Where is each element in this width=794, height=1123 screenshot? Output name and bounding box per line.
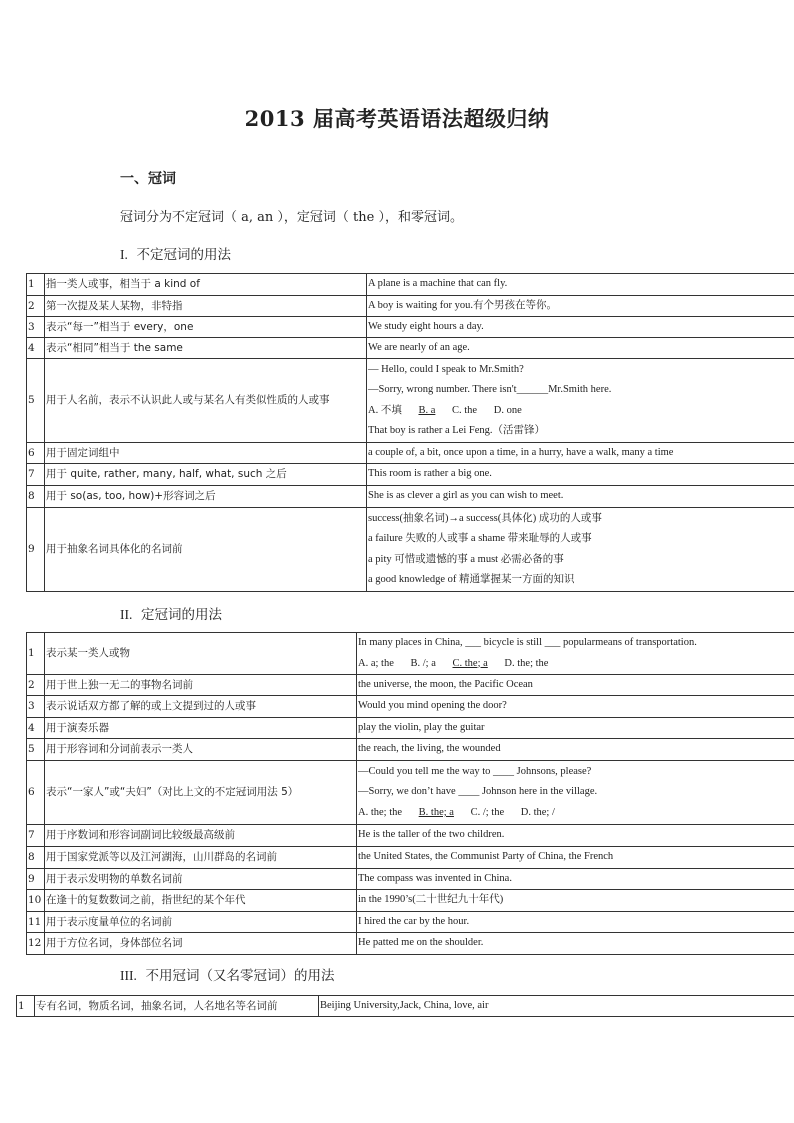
usage-cell: 指一类人或事，相当于 a kind of [45, 274, 367, 296]
row-number: 8 [27, 486, 45, 508]
part2-heading-num: II. [120, 607, 133, 622]
table-row [27, 443, 794, 464]
zero-article-table [16, 995, 794, 1017]
row-number: 9 [27, 869, 45, 890]
row-number: 1 [27, 633, 45, 675]
example-cell: a couple of, a bit, once upon a time, in a hurry, have a walk, many a time [367, 443, 794, 464]
usage-cell: 专有名词，物质名词，抽象名词，人名地名等名词前 [35, 996, 319, 1017]
part1-heading-text: 不定冠词的用法 [136, 247, 231, 263]
example-line: In many places in China, ___ bicycle is still ___ popularmeans of transportation. [358, 637, 697, 648]
table-row [27, 338, 794, 359]
row-number: 2 [27, 296, 45, 317]
table-row [27, 739, 794, 761]
usage-cell: 用于 quite, rather, many, half, what, such 之后 [45, 464, 367, 486]
row-number: 7 [27, 464, 45, 486]
example-line: a failure 失败的人或事 a shame 带来耻辱的人或事 [368, 533, 592, 544]
example-cell: He is the taller of the two children. [357, 825, 794, 847]
usage-cell: 表示“一家人”或“夫妇”（对比上文的不定冠词用法 5） [45, 761, 357, 825]
example-cell: the universe, the moon, the Pacific Ocean [357, 675, 794, 696]
table-row [27, 486, 794, 508]
example-cell: I hired the car by the hour. [357, 912, 794, 933]
example-cell [367, 508, 794, 592]
section-heading-articles: 一、冠词 [120, 171, 176, 187]
table-row [27, 359, 794, 443]
option-c: C. /; the [470, 806, 505, 818]
example-cell: The compass was invented in China. [357, 869, 794, 890]
table-row [27, 317, 794, 338]
usage-cell: 在逢十的复数数词之前，指世纪的某个年代 [45, 890, 357, 912]
example-line: —Sorry, we don’t have ____ Johnson here in the village. [358, 786, 598, 798]
definite-article-table [26, 632, 794, 955]
table-row [27, 508, 794, 592]
usage-cell: 用于序数词和形容词副词比较级最高级前 [45, 825, 357, 847]
example-line: —Sorry, wrong number. There isn't______Mr.Smith here. [368, 384, 612, 395]
part1-heading-num: I. [120, 247, 128, 262]
part1-heading [120, 243, 231, 263]
example-line: a good knowledge of 精通掌握某一方面的知识 [368, 574, 575, 585]
example-cell: the reach, the living, the wounded [357, 739, 794, 761]
example-cell: He patted me on the shoulder. [357, 933, 794, 955]
example-line: success(抽象名词)→a success(具体化) 成功的人或事 [368, 512, 602, 524]
example-line: a pity 可惜或遗憾的事 a must 必需必备的事 [368, 553, 564, 565]
example-cell: the United States, the Communist Party of China, the French [357, 847, 794, 869]
row-number: 4 [27, 338, 45, 359]
example-cell [357, 761, 794, 825]
table-row [27, 869, 794, 890]
table-row [27, 890, 794, 912]
table-row [27, 464, 794, 486]
row-number: 11 [27, 912, 45, 933]
option-c-correct: C. the; a [452, 657, 488, 669]
usage-cell: 表示“相同”相当于 the same [45, 338, 367, 359]
example-cell: We are nearly of an age. [367, 338, 794, 359]
answer-options [358, 803, 793, 824]
usage-cell: 用于 so(as, too, how)+形容词之后 [45, 486, 367, 508]
usage-cell: 用于方位名词，身体部位名词 [45, 933, 357, 955]
example-cell: She is as clever a girl as you can wish to meet. [367, 486, 794, 508]
option-b-correct: B. a [418, 404, 436, 416]
row-number: 3 [27, 696, 45, 718]
articles-intro: 冠词分为不定冠词（ a, an ），定冠词（ the ），和零冠词。 [120, 210, 463, 225]
option-a: A. a; the [358, 657, 394, 669]
usage-cell: 用于固定词组中 [45, 443, 367, 464]
table-row [27, 696, 794, 718]
row-number: 10 [27, 890, 45, 912]
usage-cell: 用于形容词和分词前表示一类人 [45, 739, 357, 761]
table-row [27, 675, 794, 696]
row-number: 2 [27, 675, 45, 696]
table-row [27, 633, 794, 675]
part3-heading-text: 不用冠词（又名零冠词）的用法 [145, 968, 335, 984]
usage-cell: 用于表示发明物的单数名词前 [45, 869, 357, 890]
table-row [27, 296, 794, 317]
example-cell: Beijing University,Jack, China, love, air [319, 996, 794, 1017]
part2-heading [120, 603, 222, 623]
usage-cell: 用于表示度量单位的名词前 [45, 912, 357, 933]
row-number: 5 [27, 739, 45, 761]
example-cell: in the 1990’s(二十世纪九十年代) [357, 890, 794, 912]
usage-cell: 表示“每一”相当于 every，one [45, 317, 367, 338]
table-row [17, 996, 794, 1017]
option-c: C. the [452, 404, 478, 416]
option-d: D. the; the [504, 657, 549, 669]
page-title: 2013 届高考英语语法超级归纳 [244, 106, 550, 131]
row-number: 6 [27, 761, 45, 825]
usage-cell: 表示某一类人或物 [45, 633, 357, 675]
usage-cell: 第一次提及某人某物，非特指 [45, 296, 367, 317]
example-cell: Would you mind opening the door? [357, 696, 794, 718]
usage-cell: 用于国家党派等以及江河湖海，山川群岛的名词前 [45, 847, 357, 869]
answer-options [358, 654, 793, 675]
table-row [27, 718, 794, 739]
table-row [27, 933, 794, 955]
example-cell: We study eight hours a day. [367, 317, 794, 338]
usage-cell: 表示说话双方都了解的或上文提到过的人或事 [45, 696, 357, 718]
option-b: B. /; a [410, 657, 436, 669]
usage-cell: 用于演奏乐器 [45, 718, 357, 739]
usage-cell: 用于人名前，表示不认识此人或与某名人有类似性质的人或事 [45, 359, 367, 443]
row-number: 9 [27, 508, 45, 592]
part3-heading-num: III. [120, 968, 137, 983]
example-line: —Could you tell me the way to ____ Johnsons, please? [358, 765, 592, 777]
example-cell [367, 359, 794, 443]
row-number: 1 [27, 274, 45, 296]
row-number: 7 [27, 825, 45, 847]
row-number: 8 [27, 847, 45, 869]
row-number: 3 [27, 317, 45, 338]
indefinite-article-table [26, 273, 794, 592]
example-cell: A plane is a machine that can fly. [367, 274, 794, 296]
row-number: 5 [27, 359, 45, 443]
example-cell: This room is rather a big one. [367, 464, 794, 486]
option-a: A. the; the [358, 806, 403, 818]
example-cell [357, 633, 794, 675]
table-row [27, 761, 794, 825]
table-row [27, 274, 794, 296]
example-cell: play the violin, play the guitar [357, 718, 794, 739]
example-line: — Hello, could I speak to Mr.Smith? [368, 363, 524, 375]
row-number: 12 [27, 933, 45, 955]
row-number: 6 [27, 443, 45, 464]
row-number: 1 [17, 996, 35, 1017]
option-d: D. one [493, 404, 522, 416]
option-a: A. 不填 [368, 404, 402, 416]
example-line: That boy is rather a Lei Feng.（活雷锋） [368, 425, 546, 436]
answer-options [368, 401, 793, 422]
option-d: D. the; / [520, 806, 555, 818]
usage-cell: 用于抽象名词具体化的名词前 [45, 508, 367, 592]
table-row [27, 912, 794, 933]
part3-heading [120, 964, 334, 984]
option-b-correct: B. the; a [418, 806, 454, 818]
table-row [27, 825, 794, 847]
table-row [27, 847, 794, 869]
usage-cell: 用于世上独一无二的事物名词前 [45, 675, 357, 696]
example-cell: A boy is waiting for you.有个男孩在等你。 [367, 296, 794, 317]
part2-heading-text: 定冠词的用法 [140, 607, 222, 623]
row-number: 4 [27, 718, 45, 739]
